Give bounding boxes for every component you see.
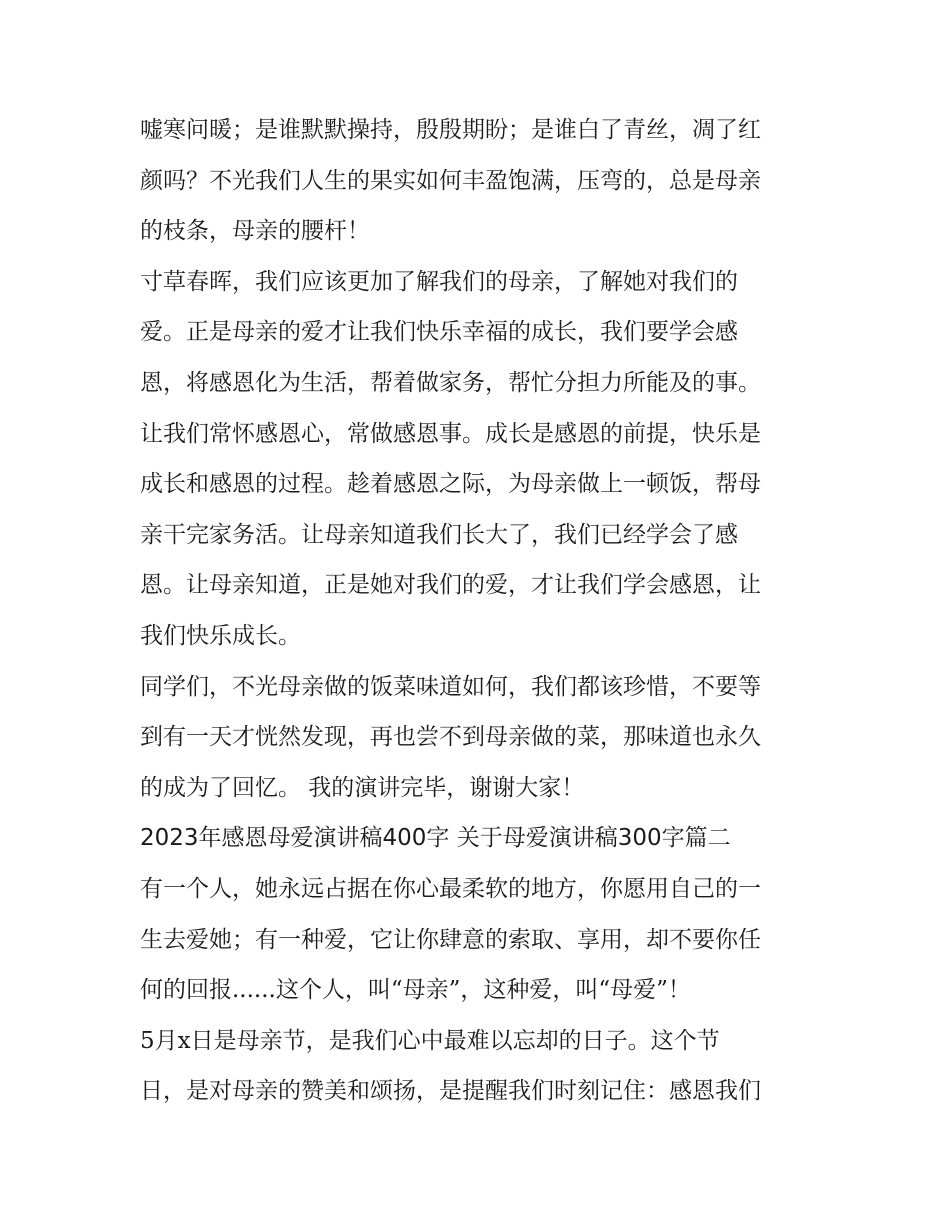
text-line: 爱。正是母亲的爱才让我们快乐幸福的成长，我们要学会感 bbox=[140, 319, 738, 346]
text-line: 寸草春晖，我们应该更加了解我们的母亲，了解她对我们的 bbox=[140, 268, 738, 295]
text-line: 有一个人，她永远占据在你心最柔软的地方，你愿用自己的一 bbox=[140, 875, 761, 902]
text-line: 恩，将感恩化为生活，帮着做家务，帮忙分担力所能及的事。 bbox=[140, 369, 761, 396]
text-line: 的成为了回忆。 我的演讲完毕，谢谢大家！ bbox=[140, 774, 585, 801]
text-line: 的枝条，母亲的腰杆！ bbox=[140, 218, 370, 245]
text-line: 亲干完家务活。让母亲知道我们长大了，我们已经学会了感 bbox=[140, 521, 738, 548]
text-line: 我们快乐成长。 bbox=[140, 622, 301, 649]
text-line: 日，是对母亲的赞美和颂扬，是提醒我们时刻记住：感恩我们 bbox=[140, 1078, 761, 1105]
text-line: 颜吗？不光我们人生的果实如何丰盈饱满，压弯的，总是母亲 bbox=[140, 167, 761, 194]
text-line: 成长和感恩的过程。趁着感恩之际，为母亲做上一顿饭，帮母 bbox=[140, 471, 761, 498]
text-line: 5月x日是母亲节，是我们心中最难以忘却的日子。这个节 bbox=[140, 1027, 720, 1054]
text-line: 到有一天才恍然发现，再也尝不到母亲做的菜，那味道也永久 bbox=[140, 724, 761, 751]
text-line: 同学们，不光母亲做的饭菜味道如何，我们都该珍惜，不要等 bbox=[140, 673, 761, 700]
text-line: 嘘寒问暖；是谁默默操持，殷殷期盼；是谁白了青丝，凋了红 bbox=[140, 117, 761, 143]
text-line: 让我们常怀感恩心，常做感恩事。成长是感恩的前提，快乐是 bbox=[140, 420, 761, 447]
text-line: 何的回报......这个人，叫“母亲”，这种爱，叫“母爱”！ bbox=[140, 977, 691, 1004]
document-body bbox=[140, 105, 830, 1117]
text-line: 恩。让母亲知道，正是她对我们的爱，才让我们学会感恩，让 bbox=[140, 572, 761, 599]
section-heading: 2023年感恩母爱演讲稿400字 关于母爱演讲稿300字篇二 bbox=[140, 825, 731, 852]
text-line: 生去爱她；有一种爱，它让你肆意的索取、享用，却不要你任 bbox=[140, 926, 761, 953]
